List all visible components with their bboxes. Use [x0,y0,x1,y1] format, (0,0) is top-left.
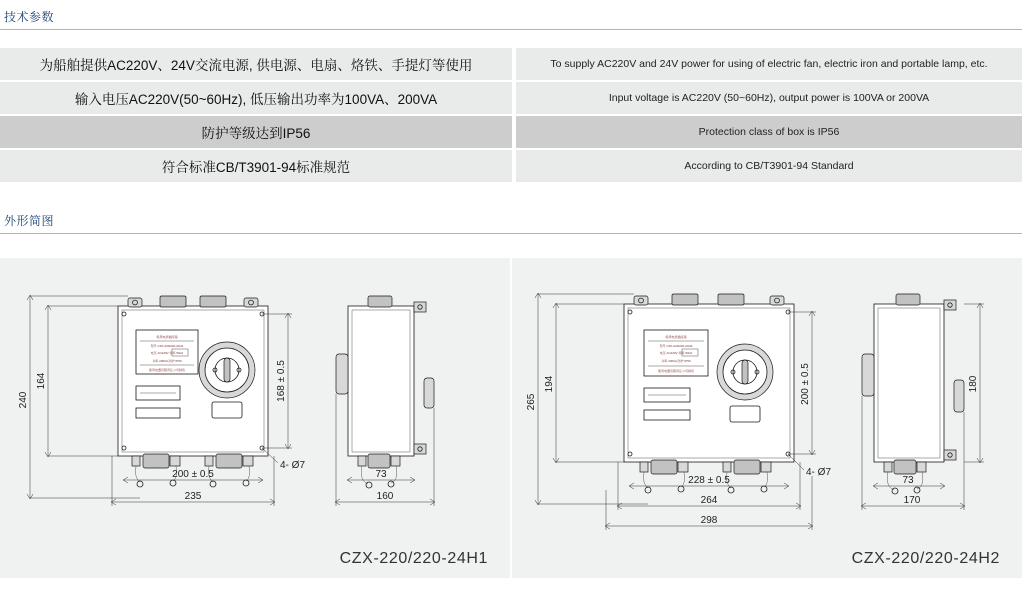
section-heading-tech [0,8,1022,30]
outline-drawings [0,258,1022,578]
drawing-caption-h1: CZX-220/220-24H1 [339,550,488,567]
dim-width-outer-h1: 235 [184,491,202,502]
dim-hole-note-h2: 4- Ø7 [806,467,832,478]
drawing-panel-h2 [512,258,1022,578]
spec-table [0,48,1022,184]
dim-width-mount-h1: 200 ± 0.5 [172,469,214,480]
dim-depth-foot-h2: 73 [902,475,914,486]
table-row [0,116,1022,148]
dim-height-outer-h2: 265 [526,393,537,411]
spec-cell-en: To supply AC220V and 24V power for using of electric fan, electric iron and portable lamp, etc. [516,48,1022,80]
table-row [0,82,1022,114]
dim-height-outer-h1: 240 [18,391,29,409]
dim-height-mount-h2: 200 ± 0.5 [800,363,811,405]
dim-width-mount-h2: 228 ± 0.5 [688,475,730,486]
svg-text:船用电器有限责任公司制造: 船用电器有限责任公司制造 [657,369,695,373]
dim-height-outer-side-h2: 180 [968,375,979,393]
spec-cell-en: Protection class of box is IP56 [516,116,1022,148]
svg-text:型号 CZX-220/220-24H1: 型号 CZX-220/220-24H1 [150,344,184,348]
svg-text:船用电源插座箱: 船用电源插座箱 [665,335,687,339]
drawing-svg-h1 [0,258,510,578]
svg-text:电压 AC220V 频率 50Hz: 电压 AC220V 频率 50Hz [150,351,184,355]
section-title-tech: 技术参数 [4,10,55,24]
spec-cell-en: According to CB/T3901-94 Standard [516,150,1022,182]
table-row [0,48,1022,80]
svg-text:船用电器有限责任公司制造: 船用电器有限责任公司制造 [148,368,186,372]
spec-cell-en: Input voltage is AC220V (50~60Hz), output power is 100VA or 200VA [516,82,1022,114]
svg-text:功率 200VA 防护 IP56: 功率 200VA 防护 IP56 [152,359,182,363]
dim-depth-outer-h1: 160 [376,491,394,502]
svg-text:船用电源插座箱: 船用电源插座箱 [156,335,178,339]
drawing-caption-h2: CZX-220/220-24H2 [851,550,1000,567]
dim-height-inner-h1: 164 [36,372,47,390]
spec-cell-cn: 输入电压AC220V(50~60Hz), 低压输出功率为100VA、200VA [0,82,512,114]
svg-text:电压 AC220V 频率 50Hz: 电压 AC220V 频率 50Hz [659,351,693,355]
spec-cell-cn: 为船舶提供AC220V、24V交流电源, 供电源、电扇、烙铁、手提灯等使用 [0,48,512,80]
dim-height-inner-h2: 194 [544,375,555,393]
dim-width-mid-h2: 264 [700,495,718,506]
dim-depth-foot-h1: 73 [375,469,387,480]
spec-cell-cn: 符合标准CB/T3901-94标准规范 [0,150,512,182]
dim-hole-note-h1: 4- Ø7 [280,460,306,471]
section-heading-outline [0,212,1022,234]
section-divider-tech [0,29,1022,30]
spec-cell-cn: 防护等级达到IP56 [0,116,512,148]
drawing-svg-h2 [512,258,1022,578]
table-row [0,150,1022,182]
svg-text:功率 200VA 防护 IP56: 功率 200VA 防护 IP56 [661,359,691,363]
section-divider-outline [0,233,1022,234]
svg-text:型号 CZX-220/220-24H2: 型号 CZX-220/220-24H2 [659,344,693,348]
drawing-panel-h1 [0,258,510,578]
dim-height-mount-h1: 168 ± 0.5 [276,360,287,402]
dim-depth-outer-h2: 170 [903,495,921,506]
dim-width-outer-h2: 298 [700,515,718,526]
section-title-outline: 外形简图 [4,214,55,228]
